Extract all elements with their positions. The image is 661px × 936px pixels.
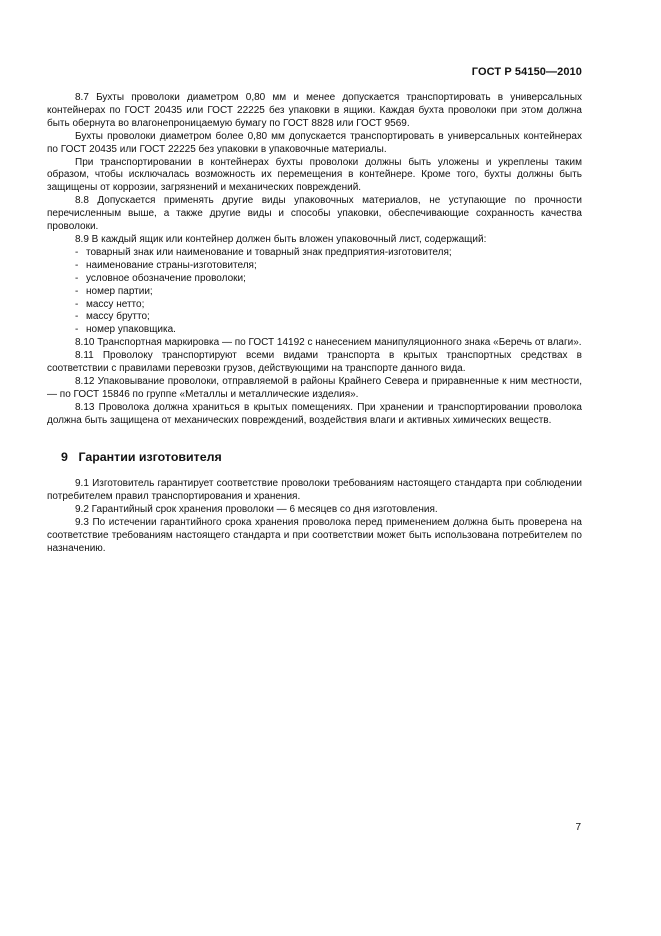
list-item: - номер упаковщика. [75, 324, 176, 336]
paragraph-8-9: 8.9 В каждый ящик или контейнер должен быть вложен упаковочный лист, содержащий: [75, 233, 487, 245]
paragraph-8-7-b: Бухты проволоки диаметром более 0,80 мм допускается транспортировать в универсальных контейнерах по ГОСТ 20435 или ГОСТ 22225 без упаковки в упаковочные материалы. [47, 130, 582, 155]
paragraph-8-13: 8.13 Проволока должна храниться в крытых помещениях. При хранении и транспортировании проволока должна быть защищена от механических повреждений, воздействия влаги и активных химических веществ. [47, 401, 582, 426]
paragraph-8-10: 8.10 Транспортная маркировка — по ГОСТ 14192 с нанесением манипуляционного знака «Беречь от влаги». [75, 337, 582, 349]
section-title: Гарантии изготовителя [78, 449, 222, 464]
paragraph-8-7: 8.7 Бухты проволоки диаметром 0,80 мм и менее допускается транспортировать в универсальных контейнерах по ГОСТ 20435 или ГОСТ 22225 без упаковки в ящики. Каждая бухта проволоки при этом должна быть обернута во влагонепроницаемую бумагу по ГОСТ 8828 или ГОСТ 9569. [47, 92, 582, 129]
list-dash: - [75, 311, 79, 323]
page-number: 7 [575, 822, 581, 833]
list-dash: - [75, 259, 79, 271]
list-item: - наименование страны-изготовителя; [75, 259, 257, 271]
paragraph-8-8: 8.8 Допускается применять другие виды упаковочных материалов, не уступающие по прочности перечисленным выше, а также другие виды и способы упаковки, обеспечивающие сохранность качества проволоки. [47, 195, 582, 233]
list-item: - массу нетто; [75, 298, 145, 310]
list-item: - массу брутто; [75, 311, 150, 323]
paragraph-9-2: 9.2 Гарантийный срок хранения проволоки — 6 месяцев со дня изготовления. [75, 504, 438, 516]
paragraph-9-1: 9.1 Изготовитель гарантирует соответствие проволоки требованиям настоящего стандарта при соблюдении потребителем правил транспортирования и хранения. [47, 478, 582, 503]
document-id: ГОСТ Р 54150—2010 [471, 66, 582, 78]
paragraph-8-12: 8.12 Упаковывание проволоки, отправляемой в районы Крайнего Севера и приравненные к ним местности, — по ГОСТ 15846 по группе «Металлы и металлические изделия». [47, 375, 582, 400]
page-body [47, 92, 582, 556]
list-dash: - [75, 298, 79, 310]
paragraph-8-7-c: При транспортировании в контейнерах бухты проволоки должны быть уложены и укреплены таким образом, чтобы исключалась возможность их перемещения в контейнере. Кроме того, бухты должны быть защищены от коррозии, загрязнений и механических повреждений. [47, 156, 582, 194]
paragraph-8-11: 8.11 Проволоку транспортируют всеми видами транспорта в крытых транспортных средствах в соответствии с правилами перевозки грузов, действующими на транспорте данного вида. [47, 350, 582, 375]
packing-list [47, 247, 582, 337]
list-item: - товарный знак или наименование и товарный знак предприятия-изготовителя; [75, 246, 452, 258]
list-dash: - [75, 246, 79, 258]
section-heading-9 [61, 451, 582, 464]
paragraph-9-3: 9.3 По истечении гарантийного срока хранения проволока перед применением должна быть проверена на соответствие требованиям настоящего стандарта и при соответствии может быть использована потребителем по назначению. [47, 517, 582, 554]
list-item: - номер партии; [75, 285, 153, 297]
list-dash: - [75, 272, 79, 284]
section-number: 9 [61, 449, 68, 464]
list-item: - условное обозначение проволоки; [75, 272, 246, 284]
list-dash: - [75, 324, 79, 336]
list-dash: - [75, 285, 79, 297]
